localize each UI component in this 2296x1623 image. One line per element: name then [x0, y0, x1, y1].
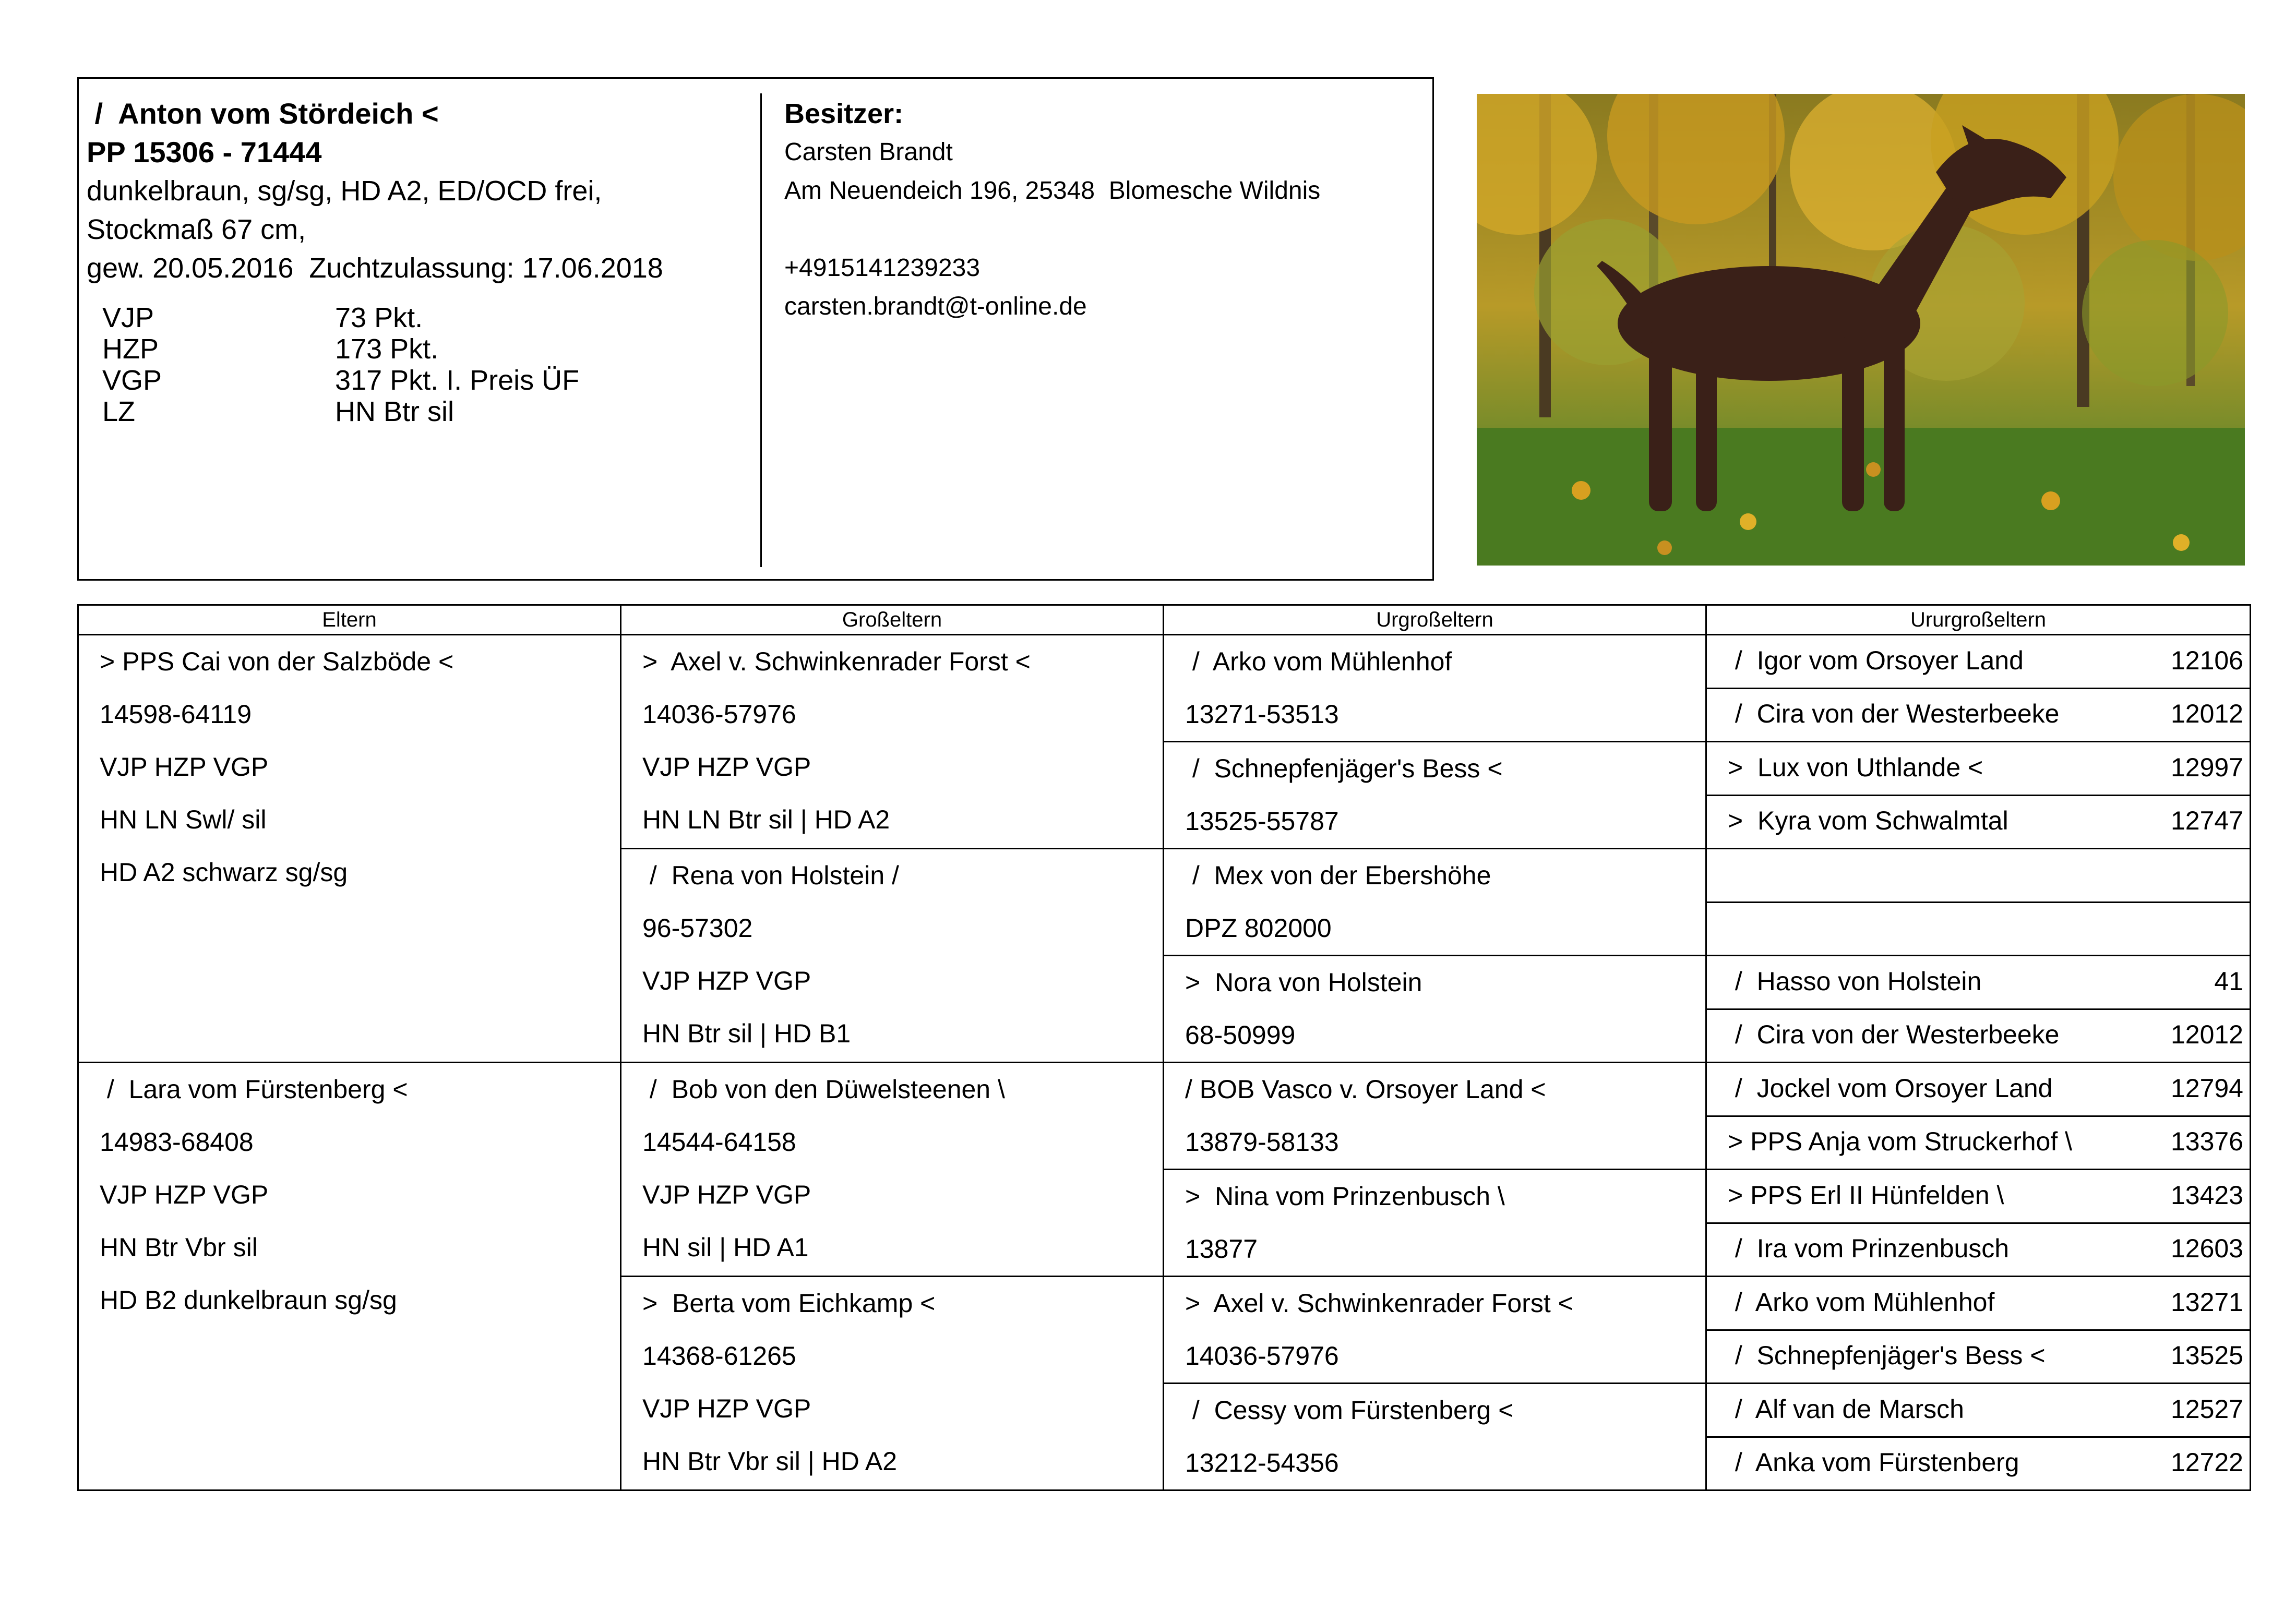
- result-row: [102, 365, 749, 396]
- great-great-grandparent-cell: [1706, 1223, 2251, 1277]
- header-grandparents: Großeltern: [621, 605, 1164, 635]
- info-divider: [760, 93, 762, 567]
- parent-dam-name: / Lara vom Fürstenberg <: [100, 1075, 408, 1104]
- result-row: [102, 396, 749, 427]
- grandparent-cell: [621, 635, 1164, 849]
- owner-phone: +4915141239233: [784, 254, 980, 282]
- owner-address: Am Neuendeich 196, 25348 Blomesche Wildnis: [784, 177, 1321, 205]
- result-label: VGP: [102, 365, 162, 396]
- great-grandparent-cell: [1164, 1170, 1706, 1277]
- owner-name: Carsten Brandt: [784, 138, 953, 166]
- ggg-number: 13376: [2170, 1127, 2243, 1156]
- ggg-name: / Hasso von Holstein: [1728, 966, 1982, 996]
- great-grandparent-name: / Arko vom Mühlenhof: [1185, 647, 1452, 676]
- great-great-grandparent-cell: [1706, 635, 2251, 689]
- great-grandparent-reg: 13877: [1185, 1234, 1258, 1264]
- ggg-name: / Schnepfenjäger's Bess <: [1728, 1341, 2046, 1370]
- ggg-number: 13423: [2170, 1180, 2243, 1210]
- great-grandparent-name: > Nora von Holstein: [1185, 968, 1422, 997]
- grandparent-awards: HN Btr sil | HD B1: [642, 1019, 851, 1048]
- grandparent-tests: VJP HZP VGP: [642, 966, 811, 995]
- great-grandparent-cell: [1164, 1063, 1706, 1170]
- great-grandparent-reg: 14036-57976: [1185, 1341, 1339, 1370]
- ggg-number: 12722: [2170, 1448, 2243, 1477]
- grandparent-name: / Bob von den Düwelsteenen \: [642, 1075, 1005, 1104]
- result-label: LZ: [102, 396, 136, 427]
- ggg-number: 12747: [2170, 806, 2243, 835]
- dog-info-box: [77, 77, 1434, 581]
- header-parents: Eltern: [78, 605, 621, 635]
- grandparent-awards: HN LN Btr sil | HD A2: [642, 805, 890, 834]
- ggg-name: / Ira vom Prinzenbusch: [1728, 1234, 2010, 1263]
- great-great-grandparent-cell: [1706, 688, 2251, 742]
- ggg-number: 12603: [2170, 1234, 2243, 1263]
- ggg-number: 41: [2214, 966, 2243, 996]
- parent-sire-name: > PPS Cai von der Salzböde <: [100, 647, 454, 676]
- great-grandparent-cell: [1164, 635, 1706, 742]
- grandparent-cell: [621, 1063, 1164, 1277]
- great-grandparent-reg: 13212-54356: [1185, 1448, 1339, 1477]
- parent-dam-awards: HN Btr Vbr sil: [100, 1233, 258, 1262]
- ggg-name: > Lux von Uthlande <: [1728, 752, 1983, 782]
- great-great-grandparent-cell: [1706, 902, 2251, 956]
- ggg-name: / Anka vom Fürstenberg: [1728, 1448, 2019, 1477]
- grandparent-cell: [621, 849, 1164, 1063]
- great-great-grandparent-cell: [1706, 1330, 2251, 1384]
- great-great-grandparent-cell: [1706, 1116, 2251, 1170]
- great-grandparent-name: > Nina vom Prinzenbusch \: [1185, 1182, 1505, 1211]
- ggg-name: > PPS Anja vom Struckerhof \: [1728, 1127, 2073, 1156]
- grandparent-name: > Berta vom Eichkamp <: [642, 1289, 936, 1318]
- ggg-number: 13271: [2170, 1287, 2243, 1317]
- ggg-name: > Kyra vom Schwalmtal: [1728, 806, 2008, 835]
- ggg-name: / Alf van de Marsch: [1728, 1394, 1964, 1424]
- parent-dam-cell: [78, 1063, 621, 1490]
- result-label: VJP: [102, 302, 154, 333]
- great-grandparent-reg: 13271-53513: [1185, 700, 1339, 729]
- great-grandparent-cell: [1164, 742, 1706, 849]
- test-results: [102, 302, 749, 427]
- dog-registration: PP 15306 - 71444: [87, 136, 322, 169]
- great-grandparent-cell: [1164, 956, 1706, 1063]
- owner-heading: Besitzer:: [784, 98, 904, 129]
- dog-detail-line: Stockmaß 67 cm,: [87, 214, 306, 245]
- great-grandparent-reg: 13879-58133: [1185, 1127, 1339, 1157]
- great-great-grandparent-cell: [1706, 1437, 2251, 1490]
- grandparent-reg: 14036-57976: [642, 700, 796, 729]
- great-grandparent-name: / Mex von der Ebershöhe: [1185, 861, 1491, 890]
- great-great-grandparent-cell: [1706, 742, 2251, 796]
- result-row: [102, 302, 749, 333]
- great-great-grandparent-cell: [1706, 1277, 2251, 1330]
- ggg-name: / Arko vom Mühlenhof: [1728, 1287, 1995, 1317]
- dog-name: / Anton vom Stördeich <: [87, 97, 439, 130]
- great-grandparent-name: > Axel v. Schwinkenrader Forst <: [1185, 1289, 1573, 1318]
- great-great-grandparent-cell: [1706, 1384, 2251, 1437]
- great-great-grandparent-cell: [1706, 1063, 2251, 1116]
- pedigree-header-row: [78, 605, 2251, 635]
- grandparent-tests: VJP HZP VGP: [642, 1180, 811, 1209]
- grandparent-name: / Rena von Holstein /: [642, 861, 899, 890]
- parent-sire-reg: 14598-64119: [100, 700, 252, 729]
- ggg-number: 12527: [2170, 1394, 2243, 1424]
- ggg-number: 12012: [2170, 1020, 2243, 1049]
- dog-photo: [1477, 94, 2245, 566]
- great-grandparent-cell: [1164, 1277, 1706, 1384]
- great-grandparent-name: / Cessy vom Fürstenberg <: [1185, 1396, 1514, 1425]
- great-grandparent-cell: [1164, 849, 1706, 956]
- dog-detail-line: dunkelbraun, sg/sg, HD A2, ED/OCD frei,: [87, 175, 602, 207]
- ggg-number: 12012: [2170, 699, 2243, 728]
- header-great-great-grandparents: Ururgroßeltern: [1706, 605, 2251, 635]
- great-grandparent-name: / Schnepfenjäger's Bess <: [1185, 754, 1503, 783]
- ggg-number: 12794: [2170, 1073, 2243, 1103]
- grandparent-name: > Axel v. Schwinkenrader Forst <: [642, 647, 1031, 676]
- result-value: 317 Pkt. I. Preis ÜF: [335, 365, 580, 396]
- parent-sire-cell: [78, 635, 621, 1063]
- grandparent-tests: VJP HZP VGP: [642, 752, 811, 782]
- grandparent-reg: 96-57302: [642, 913, 753, 943]
- ggg-name: / Cira von der Westerbeeke: [1728, 699, 2060, 728]
- grandparent-reg: 14544-64158: [642, 1127, 796, 1157]
- grandparent-tests: VJP HZP VGP: [642, 1394, 811, 1423]
- ggg-name: / Jockel vom Orsoyer Land: [1728, 1073, 2053, 1103]
- great-great-grandparent-cell: [1706, 795, 2251, 849]
- great-grandparent-reg: 68-50999: [1185, 1020, 1296, 1050]
- result-value: 173 Pkt.: [335, 333, 439, 365]
- parent-dam-health: HD B2 dunkelbraun sg/sg: [100, 1285, 397, 1315]
- owner-email[interactable]: carsten.brandt@t-online.de: [784, 293, 1087, 320]
- parent-dam-reg: 14983-68408: [100, 1127, 254, 1157]
- great-great-grandparent-cell: [1706, 956, 2251, 1009]
- great-grandparent-reg: 13525-55787: [1185, 807, 1339, 836]
- grandparent-reg: 14368-61265: [642, 1341, 796, 1370]
- owner-details: [784, 94, 1421, 326]
- result-value: 73 Pkt.: [335, 302, 423, 333]
- parent-sire-tests: VJP HZP VGP: [100, 752, 269, 782]
- result-value: HN Btr sil: [335, 396, 454, 427]
- parent-sire-health: HD A2 schwarz sg/sg: [100, 858, 348, 887]
- ggg-name: / Cira von der Westerbeeke: [1728, 1020, 2060, 1049]
- dog-detail-line: gew. 20.05.2016 Zuchtzulassung: 17.06.2018: [87, 253, 663, 284]
- great-great-grandparent-cell: [1706, 1009, 2251, 1063]
- result-label: HZP: [102, 333, 159, 365]
- grandparent-awards: HN Btr Vbr sil | HD A2: [642, 1447, 898, 1476]
- grandparent-awards: HN sil | HD A1: [642, 1233, 809, 1262]
- dog-details: [87, 94, 749, 427]
- great-grandparent-cell: [1164, 1384, 1706, 1490]
- pedigree-table: [77, 604, 2251, 1491]
- great-great-grandparent-cell: [1706, 1170, 2251, 1223]
- great-great-grandparent-cell: [1706, 849, 2251, 903]
- ggg-number: 12106: [2170, 645, 2243, 675]
- ggg-number: 12997: [2170, 752, 2243, 782]
- owner-spacer: [784, 210, 1421, 249]
- ggg-name: / Igor vom Orsoyer Land: [1728, 645, 2024, 675]
- header-great-grandparents: Urgroßeltern: [1164, 605, 1706, 635]
- ggg-number: 13525: [2170, 1341, 2243, 1370]
- parent-sire-awards: HN LN Swl/ sil: [100, 805, 267, 834]
- grandparent-cell: [621, 1277, 1164, 1490]
- ggg-name: > PPS Erl II Hünfelden \: [1728, 1180, 2004, 1210]
- great-grandparent-reg: DPZ 802000: [1185, 913, 1332, 943]
- great-grandparent-name: / BOB Vasco v. Orsoyer Land <: [1185, 1075, 1546, 1104]
- result-row: [102, 333, 749, 365]
- parent-dam-tests: VJP HZP VGP: [100, 1180, 269, 1209]
